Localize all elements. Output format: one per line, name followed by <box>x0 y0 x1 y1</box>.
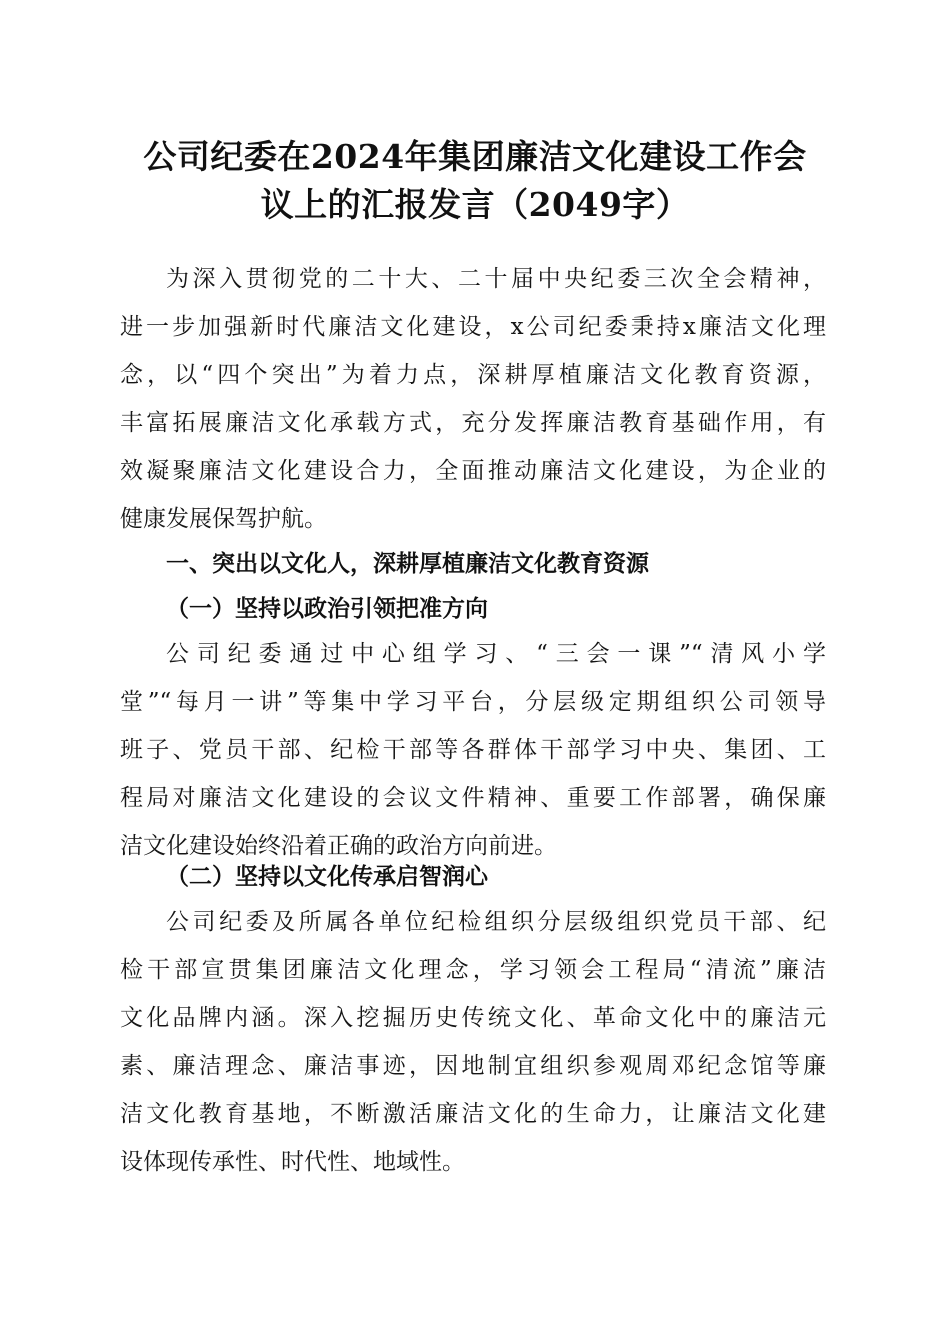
intro-paragraph <box>120 255 826 543</box>
document-title <box>110 133 840 229</box>
paragraph-line: 公司纪委通过中心组学习、“三会一课”“清风小学 <box>166 641 826 667</box>
paragraph-line: 健康发展保驾护航。 <box>120 506 327 532</box>
paragraph-line: 检干部宣贯集团廉洁文化理念，学习领会工程局“清流”廉洁 <box>120 957 826 983</box>
paragraph-line: 丰富拓展廉洁文化承载方式，充分发挥廉洁教育基础作用，有 <box>120 410 826 436</box>
paragraph-line: 为深入贯彻党的二十大、二十届中央纪委三次全会精神， <box>166 266 826 292</box>
paragraph-line: 文化品牌内涵。深入挖掘历史传统文化、革命文化中的廉洁元 <box>120 1005 826 1031</box>
paragraph-line: 洁文化教育基地，不断激活廉洁文化的生命力，让廉洁文化建 <box>120 1101 826 1127</box>
subsection-heading-1: （一）坚持以政治引领把准方向 <box>166 595 488 622</box>
paragraph-line: 念，以“四个突出”为着力点，深耕厚植廉洁文化教育资源， <box>120 362 826 388</box>
paragraph-line: 进一步加强新时代廉洁文化建设，x公司纪委秉持x廉洁文化理 <box>120 314 826 340</box>
paragraph-line: 堂”“每月一讲”等集中学习平台，分层级定期组织公司领导 <box>120 689 826 715</box>
paragraph-line: 公司纪委及所属各单位纪检组织分层级组织党员干部、纪 <box>166 909 826 935</box>
title-line-2: 议上的汇报发言（2049字） <box>260 185 690 224</box>
paragraph-line: 效凝聚廉洁文化建设合力，全面推动廉洁文化建设，为企业的 <box>120 458 826 484</box>
subsection-heading-2: （二）坚持以文化传承启智润心 <box>166 863 488 890</box>
section-heading-1: 一、突出以文化人，深耕厚植廉洁文化教育资源 <box>166 551 649 577</box>
paragraph-line: 设体现传承性、时代性、地域性。 <box>120 1149 465 1175</box>
subsection-2-paragraph <box>120 898 826 1186</box>
title-line-1: 公司纪委在2024年集团廉洁文化建设工作会 <box>143 137 807 176</box>
subsection-1-paragraph <box>120 630 826 870</box>
paragraph-line: 素、廉洁理念、廉洁事迹，因地制宜组织参观周邓纪念馆等廉 <box>120 1053 826 1079</box>
paragraph-line: 程局对廉洁文化建设的会议文件精神、重要工作部署，确保廉 <box>120 785 826 811</box>
paragraph-line: 班子、党员干部、纪检干部等各群体干部学习中央、集团、工 <box>120 737 826 763</box>
paragraph-line: 洁文化建设始终沿着正确的政治方向前进。 <box>120 833 557 859</box>
